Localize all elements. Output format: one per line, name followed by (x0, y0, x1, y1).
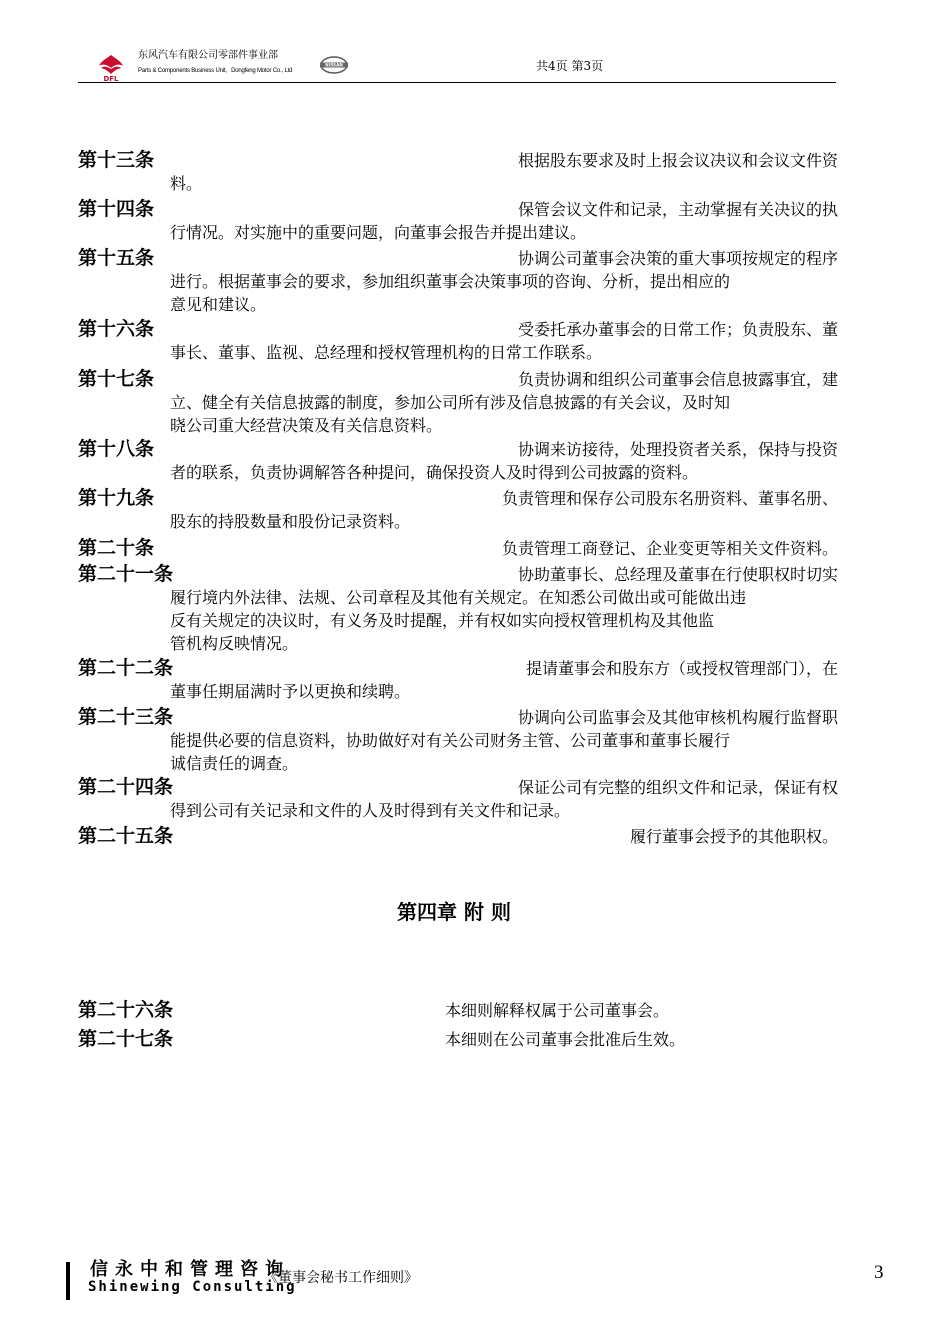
article-title: 第二十二条 (78, 657, 174, 679)
article-text-line: 管机构反映情况。 (170, 634, 299, 653)
article-body (170, 825, 838, 848)
nissan-logo-icon (319, 56, 349, 74)
article-text-line: 董事任期届满时予以更换和续聘。 (170, 682, 411, 701)
article-body (170, 247, 838, 316)
article-body (170, 999, 838, 1022)
article-title: 第十六条 (78, 318, 155, 340)
article-body (170, 149, 838, 195)
article-text-line: 履行董事会授予的其他职权。 (629, 827, 838, 846)
article-text-line: 保管会议文件和记录，主动掌握有关决议的执 (517, 200, 838, 219)
article-text-line: 负责协调和组织公司董事会信息披露事宜，建 (517, 370, 838, 389)
article-body (170, 487, 838, 533)
document-title: 《董事会秘书工作细则》 (264, 1270, 418, 1286)
article-text-line: 立、健全有关信息披露的制度，参加公司所有涉及信息披露的有关会议，及时知 (170, 393, 731, 412)
article-text-line: 保证公司有完整的组织文件和记录，保证有权 (517, 778, 838, 797)
company-name-cn: 东风汽车有限公司零部件事业部 (138, 50, 278, 61)
article-title: 第二十四条 (78, 776, 174, 798)
article-text-line: 协调公司董事会决策的重大事项按规定的程序 (517, 249, 838, 268)
article-text-line: 反有关规定的决议时，有义务及时提醒，并有权如实向授权管理机构及其他监 (170, 611, 715, 630)
article-title: 第十五条 (78, 247, 155, 269)
article-text-line: 本细则解释权属于公司董事会。 (445, 1001, 670, 1020)
dfl-logo-text: DFL (103, 75, 119, 82)
chapter-title: 第四章 附 则 (397, 900, 511, 924)
article-text-line: 根据股东要求及时上报会议决议和会议文件资 (517, 151, 838, 170)
article-text-line: 意见和建议。 (170, 295, 267, 314)
article-text-line: 履行境内外法律、法规、公司章程及其他有关规定。在知悉公司做出或可能做出违 (170, 588, 747, 607)
article-text-line: 协调向公司监事会及其他审核机构履行监督职 (517, 708, 838, 727)
article-title: 第二十条 (78, 537, 155, 559)
article-text-line: 本细则在公司董事会批准后生效。 (445, 1030, 686, 1049)
article-text-line: 股东的持股数量和股份记录资料。 (170, 512, 411, 531)
article-text-line: 能提供必要的信息资料，协助做好对有关公司财务主管、公司董事和董事长履行 (170, 731, 731, 750)
article-title: 第十七条 (78, 368, 155, 390)
article-title: 第十九条 (78, 487, 155, 509)
article-text-line: 负责管理工商登记、企业变更等相关文件资料。 (501, 539, 838, 558)
article-title: 第二十七条 (78, 1028, 174, 1050)
page-info: 共4页 第3页 (536, 59, 604, 73)
article-body (170, 198, 838, 244)
article-text-line: 者的联系，负责协调解答各种提问，确保投资人及时得到公司披露的资料。 (170, 463, 699, 482)
article-text-line: 进行。根据董事会的要求，参加组织董事会决策事项的咨询、分析，提出相应的 (170, 272, 731, 291)
article-text-line: 晓公司重大经营决策及有关信息资料。 (170, 416, 443, 435)
article-body (170, 657, 838, 703)
article-title: 第二十一条 (78, 563, 174, 585)
footer-bar (66, 1262, 70, 1300)
article-title: 第二十六条 (78, 999, 174, 1021)
article-body (170, 318, 838, 364)
article-body (170, 1028, 838, 1051)
article-body (170, 438, 838, 484)
article-text-line: 料。 (170, 174, 203, 193)
article-title: 第十三条 (78, 149, 155, 171)
article-text-line: 事长、董事、监视、总经理和授权管理机构的日常工作联系。 (170, 343, 603, 362)
company-name-en: Parts & Components Business Unit，Dongfeng Motor Co., Ltd (138, 68, 293, 74)
dfl-logo-icon (96, 54, 126, 82)
article-text-line: 负责管理和保存公司股东名册资料、董事名册、 (501, 489, 838, 508)
article-title: 第十八条 (78, 438, 155, 460)
article-body (170, 776, 838, 822)
article-text-line: 协调来访接待，处理投资者关系，保持与投资 (517, 440, 838, 459)
article-text-line: 受委托承办董事会的日常工作；负责股东、董 (517, 320, 838, 339)
page-number: 3 (874, 1262, 884, 1283)
article-title: 第二十五条 (78, 825, 174, 847)
article-title: 第十四条 (78, 198, 155, 220)
consulting-logo-en: Shinewing Consulting (88, 1279, 297, 1295)
page-header (78, 46, 836, 83)
article-body (170, 706, 838, 775)
article-text-line: 诚信责任的调查。 (170, 754, 299, 773)
article-text-line: 提请董事会和股东方（或授权管理部门），在 (525, 659, 838, 678)
article-body (170, 368, 838, 437)
article-text-line: 行情况。对实施中的重要问题，向董事会报告并提出建议。 (170, 223, 587, 242)
article-body (170, 563, 838, 655)
article-text-line: 协助董事长、总经理及董事在行使职权时切实 (517, 565, 838, 584)
article-text-line: 得到公司有关记录和文件的人及时得到有关文件和记录。 (170, 801, 571, 820)
article-title: 第二十三条 (78, 706, 174, 728)
consulting-logo-cn: 信永中和管理咨询 (90, 1259, 290, 1280)
article-body (170, 537, 838, 560)
nissan-logo-text: NISSAN (325, 62, 343, 68)
